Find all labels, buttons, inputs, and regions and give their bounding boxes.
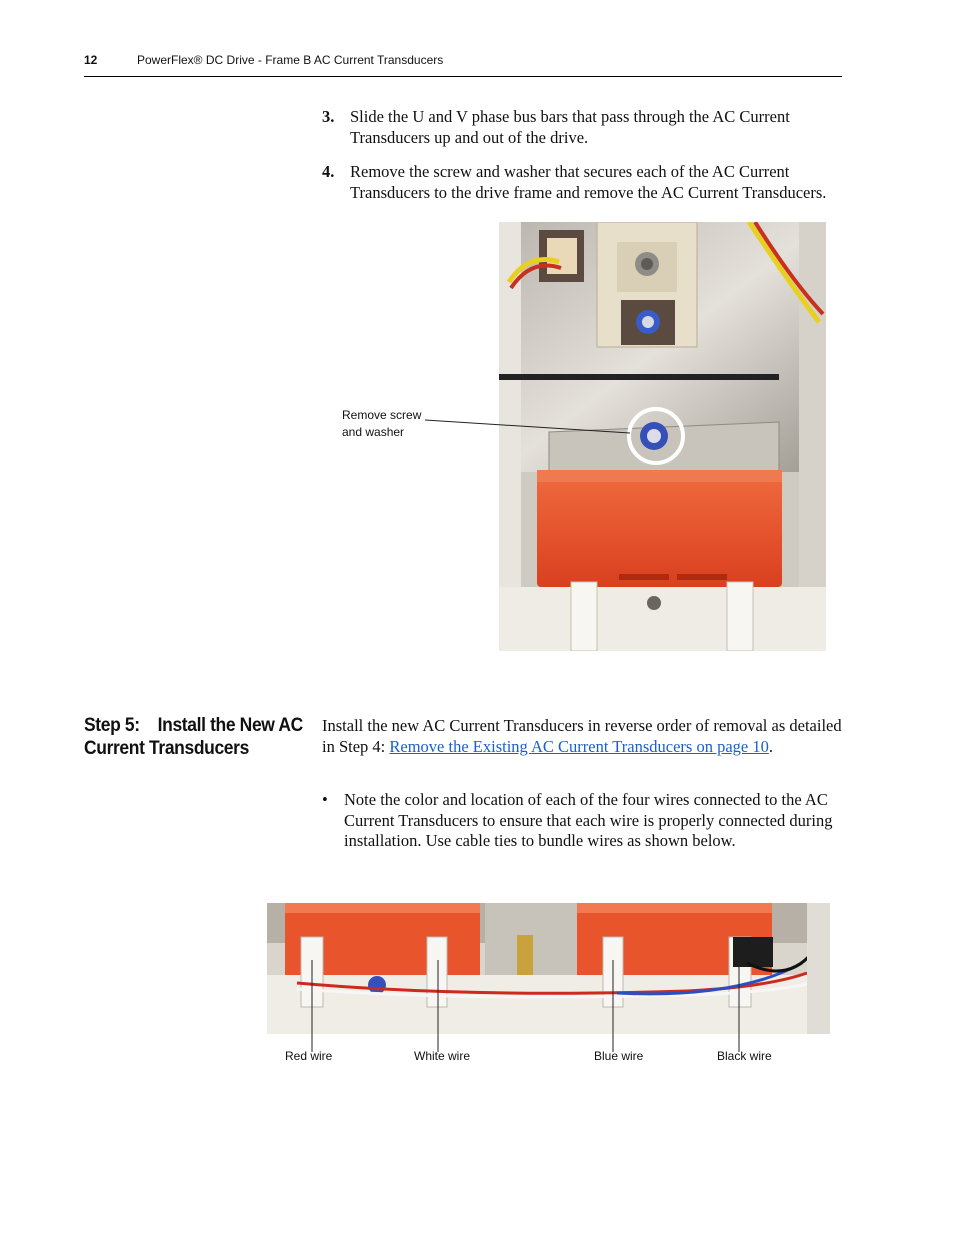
running-title: PowerFlex® DC Drive - Frame B AC Current Transducers	[137, 53, 444, 67]
cross-reference-link[interactable]: Remove the Existing AC Current Transducers on page 10	[389, 736, 769, 756]
section-paragraph	[322, 716, 842, 757]
callout-label	[342, 407, 421, 441]
section-heading-line: Step 5: Install the New AC	[84, 715, 303, 736]
bullet-text: Note the color and location of each of the four wires connected to the AC Current Transducers to ensure that each wire is properly connected during installation. Use cable ties to bundle wires as shown below.	[344, 790, 833, 850]
callout-leader-line	[420, 415, 660, 465]
wire-leader-lines	[267, 960, 830, 1055]
page-number: 12	[84, 53, 98, 67]
section-heading-line: Current Transducers	[84, 738, 249, 759]
paragraph-text: Install the new AC Current Transducers in reverse order of removal as detailed in Step 4:	[322, 716, 842, 756]
section-heading	[84, 714, 303, 760]
wire-label-blue: Blue wire	[594, 1049, 644, 1063]
callout-line: and washer	[342, 425, 405, 439]
wire-label-black: Black wire	[717, 1049, 772, 1063]
step-text: Slide the U and V phase bus bars that pass through the AC Current Transducers up and out of the drive.	[350, 107, 790, 147]
page-header	[84, 52, 842, 77]
paragraph-end: .	[768, 736, 773, 756]
callout-line: Remove screw	[342, 408, 422, 422]
step-number: 3.	[322, 107, 335, 126]
wire-label-red: Red wire	[285, 1049, 333, 1063]
bullet-symbol: •	[322, 790, 328, 809]
step-text: Remove the screw and washer that secures each of the AC Current Transducers to the drive frame and remove the AC Current Transducers.	[350, 162, 827, 202]
wire-label-white: White wire	[414, 1049, 471, 1063]
step-number: 4.	[322, 162, 335, 181]
